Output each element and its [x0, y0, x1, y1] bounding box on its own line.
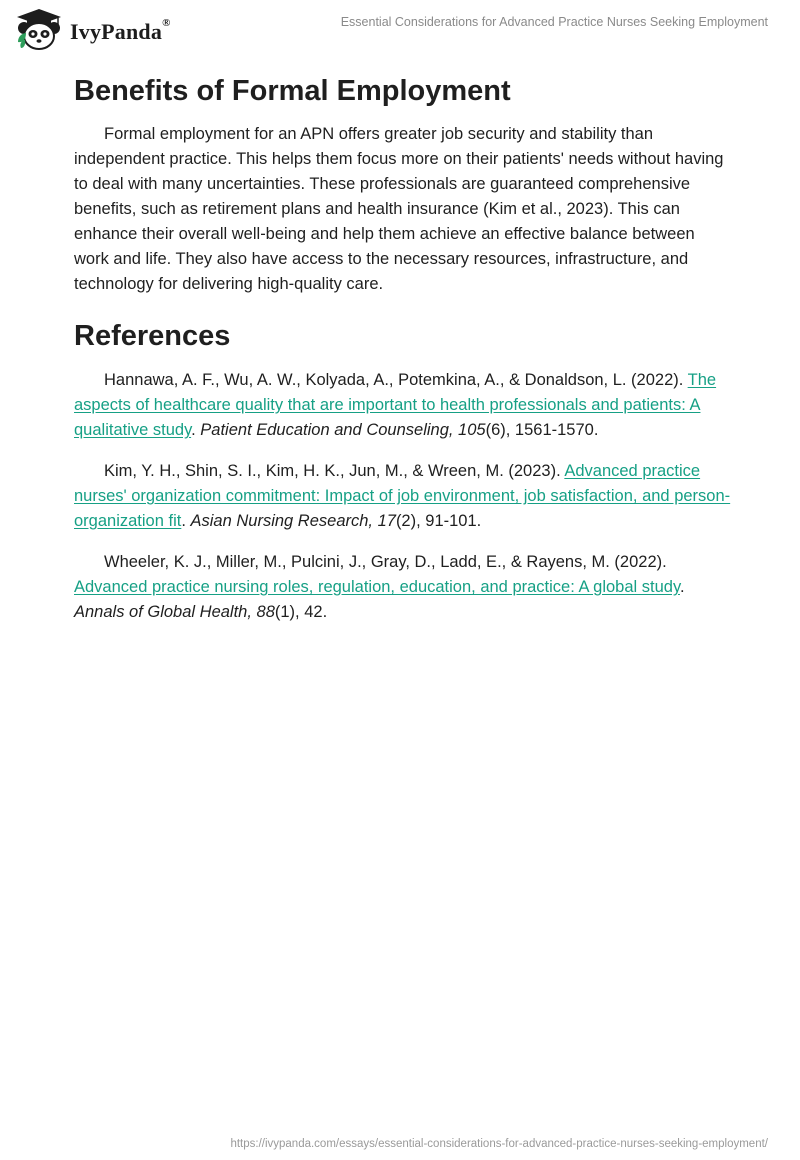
- reference-authors: Kim, Y. H., Shin, S. I., Kim, H. K., Jun, M., & Wreen, M. (2023).: [104, 462, 561, 480]
- document-title: Essential Considerations for Advanced Practice Nurses Seeking Employment: [340, 15, 768, 29]
- section-heading-references: References: [74, 320, 231, 352]
- footer-url[interactable]: https://ivypanda.com/essays/essential-considerations-for-advanced-practice-nurses-seeking-employment/: [230, 1138, 768, 1150]
- reference-details: (1), 42.: [274, 603, 328, 621]
- reference-details: (6), 1561-1570.: [485, 421, 599, 439]
- reference-details: (2), 91-101.: [395, 512, 482, 530]
- reference-item: Kim, Y. H., Shin, S. I., Kim, H. K., Jun, M., & Wreen, M. (2023). Advanced practice nurses' organization commitment: Impact of job environment, job satisfaction, and person-organization fit. Asian Nursing Research, 17(2), 91-101.: [74, 462, 731, 530]
- panda-graduate-icon: [14, 8, 64, 52]
- reference-journal: Annals of Global Health, 88: [74, 603, 275, 621]
- essay-content: [74, 72, 734, 641]
- reference-title-link[interactable]: Advanced practice nursing roles, regulation, education, and practice: A global study: [74, 578, 680, 596]
- benefits-paragraph: Formal employment for an APN offers greater job security and stability than independent practice. This helps them focus more on their patients' needs without having to deal with many uncertainties. These professionals are guaranteed comprehensive benefits, such as retirement plans and health insurance (Kim et al., 2023). This can enhance their overall well-being and help them achieve an effective balance between work and life. They also have access to the necessary resources, infrastructure, and technology for delivering high-quality care.: [74, 125, 724, 293]
- reference-item: Wheeler, K. J., Miller, M., Pulcini, J., Gray, D., Ladd, E., & Rayens, M. (2022). Advanced practice nursing roles, regulation, education, and practice: A global study. Annals of Global Health, 88(1), 42.: [74, 553, 685, 621]
- ivypanda-logo[interactable]: [14, 8, 171, 52]
- page-header: [0, 0, 800, 60]
- reference-journal: Asian Nursing Research, 17: [190, 512, 396, 530]
- reference-title-link[interactable]: Advanced practice nurses' organization commitment: Impact of job environment, job satisfaction, and person-organization fit: [74, 462, 731, 530]
- reference-authors: Wheeler, K. J., Miller, M., Pulcini, J., Gray, D., Ladd, E., & Rayens, M. (2022).: [104, 553, 667, 571]
- reference-title-link[interactable]: The aspects of healthcare quality that are important to health professionals and patients: A qualitative study: [74, 371, 717, 439]
- reference-journal: Patient Education and Counseling, 105: [200, 421, 486, 439]
- section-heading-benefits: Benefits of Formal Employment: [74, 75, 511, 107]
- logo-text: IvyPanda®: [70, 17, 171, 44]
- reference-authors: Hannawa, A. F., Wu, A. W., Kolyada, A., Potemkina, A., & Donaldson, L. (2022).: [104, 371, 684, 389]
- reference-item: Hannawa, A. F., Wu, A. W., Kolyada, A., Potemkina, A., & Donaldson, L. (2022). The aspects of healthcare quality that are important to health professionals and patients: A qualitative study. Patient Education and Counseling, 105(6), 1561-1570.: [74, 371, 717, 439]
